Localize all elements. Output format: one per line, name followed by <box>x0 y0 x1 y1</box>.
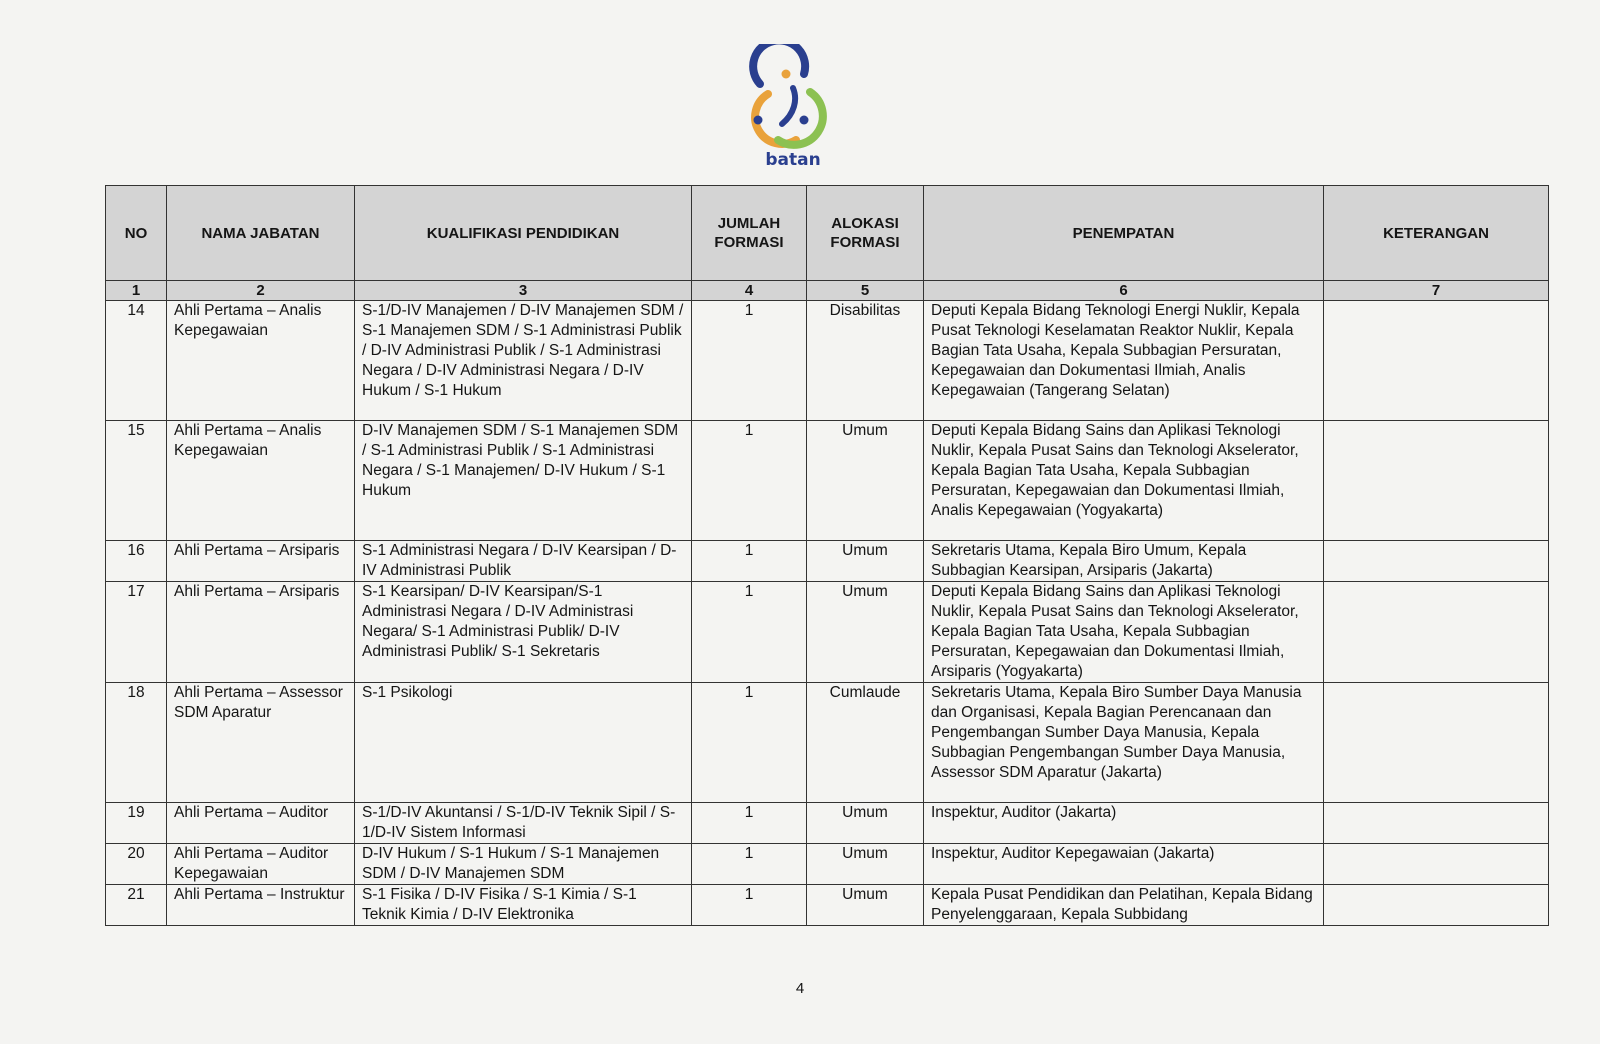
cell-kualifikasi: S-1 Administrasi Negara / D-IV Kearsipan / D-IV Administrasi Publik <box>355 541 692 582</box>
formasi-table <box>105 185 1549 926</box>
cell-nama-jabatan: Ahli Pertama – Instruktur <box>167 885 355 926</box>
batan-logo-mark <box>738 44 848 152</box>
cell-nama-jabatan: Ahli Pertama – Auditor <box>167 803 355 844</box>
column-header-alokasi: ALOKASI FORMASI <box>807 186 924 281</box>
cell-jumlah: 1 <box>692 803 807 844</box>
cell-jumlah: 1 <box>692 885 807 926</box>
cell-kualifikasi: D-IV Hukum / S-1 Hukum / S-1 Manajemen SDM / D-IV Manajemen SDM <box>355 844 692 885</box>
table-row <box>106 541 1549 582</box>
cell-penempatan: Deputi Kepala Bidang Sains dan Aplikasi Teknologi Nuklir, Kepala Pusat Sains dan Teknologi Akselerator, Kepala Bagian Tata Usaha, Kepala Subbagian Persuratan, Kepegawaian dan Dokumentasi Ilmiah, Arsiparis (Yogyakarta) <box>924 582 1324 683</box>
cell-alokasi: Umum <box>807 885 924 926</box>
cell-keterangan <box>1324 301 1549 421</box>
table-row <box>106 683 1549 803</box>
cell-no: 20 <box>106 844 167 885</box>
table-row <box>106 844 1549 885</box>
batan-logo <box>738 44 848 174</box>
cell-penempatan: Inspektur, Auditor (Jakarta) <box>924 803 1324 844</box>
table-header-row <box>106 186 1549 281</box>
cell-kualifikasi: S-1/D-IV Akuntansi / S-1/D-IV Teknik Sipil / S-1/D-IV Sistem Informasi <box>355 803 692 844</box>
cell-alokasi: Umum <box>807 844 924 885</box>
cell-alokasi: Umum <box>807 803 924 844</box>
cell-alokasi: Cumlaude <box>807 683 924 803</box>
column-number: 4 <box>692 281 807 301</box>
table-row <box>106 301 1549 421</box>
column-header-jumlah: JUMLAH FORMASI <box>692 186 807 281</box>
table-row <box>106 803 1549 844</box>
cell-penempatan: Sekretaris Utama, Kepala Biro Umum, Kepala Subbagian Kearsipan, Arsiparis (Jakarta) <box>924 541 1324 582</box>
logo-text: batan <box>765 150 821 170</box>
cell-penempatan: Deputi Kepala Bidang Teknologi Energi Nuklir, Kepala Pusat Teknologi Keselamatan Reaktor Nuklir, Kepala Bagian Tata Usaha, Kepala Subbagian Persuratan, Kepegawaian dan Dokumentasi Ilmiah, Analis Kepegawaian (Tangerang Selatan) <box>924 301 1324 421</box>
table-row <box>106 421 1549 541</box>
cell-no: 14 <box>106 301 167 421</box>
cell-jumlah: 1 <box>692 582 807 683</box>
column-number: 1 <box>106 281 167 301</box>
column-number: 6 <box>924 281 1324 301</box>
cell-keterangan <box>1324 582 1549 683</box>
cell-nama-jabatan: Ahli Pertama – Auditor Kepegawaian <box>167 844 355 885</box>
cell-jumlah: 1 <box>692 421 807 541</box>
cell-nama-jabatan: Ahli Pertama – Analis Kepegawaian <box>167 301 355 421</box>
cell-jumlah: 1 <box>692 683 807 803</box>
column-header-kualifikasi: KUALIFIKASI PENDIDIKAN <box>355 186 692 281</box>
cell-jumlah: 1 <box>692 301 807 421</box>
column-header-penempatan: PENEMPATAN <box>924 186 1324 281</box>
column-header-keterangan: KETERANGAN <box>1324 186 1549 281</box>
page-number: 4 <box>795 980 805 997</box>
cell-alokasi: Umum <box>807 421 924 541</box>
cell-penempatan: Inspektur, Auditor Kepegawaian (Jakarta) <box>924 844 1324 885</box>
cell-kualifikasi: S-1/D-IV Manajemen / D-IV Manajemen SDM / S-1 Manajemen SDM / S-1 Administrasi Publik / D-IV Administrasi Publik / S-1 Administrasi Negara / D-IV Administrasi Negara / D-IV Hukum / S-1 Hukum <box>355 301 692 421</box>
cell-keterangan <box>1324 803 1549 844</box>
table-row <box>106 885 1549 926</box>
cell-no: 18 <box>106 683 167 803</box>
cell-keterangan <box>1324 541 1549 582</box>
cell-nama-jabatan: Ahli Pertama – Arsiparis <box>167 582 355 683</box>
column-number: 3 <box>355 281 692 301</box>
cell-no: 16 <box>106 541 167 582</box>
table-row <box>106 582 1549 683</box>
cell-no: 17 <box>106 582 167 683</box>
cell-nama-jabatan: Ahli Pertama – Analis Kepegawaian <box>167 421 355 541</box>
cell-keterangan <box>1324 885 1549 926</box>
cell-kualifikasi: S-1 Fisika / D-IV Fisika / S-1 Kimia / S-1 Teknik Kimia / D-IV Elektronika <box>355 885 692 926</box>
cell-nama-jabatan: Ahli Pertama – Arsiparis <box>167 541 355 582</box>
cell-no: 21 <box>106 885 167 926</box>
cell-kualifikasi: D-IV Manajemen SDM / S-1 Manajemen SDM / S-1 Administrasi Publik / S-1 Administrasi Negara / S-1 Manajemen/ D-IV Hukum / S-1 Hukum <box>355 421 692 541</box>
cell-penempatan: Deputi Kepala Bidang Sains dan Aplikasi Teknologi Nuklir, Kepala Pusat Sains dan Teknologi Akselerator, Kepala Bagian Tata Usaha, Kepala Subbagian Persuratan, Kepegawaian dan Dokumentasi Ilmiah, Analis Kepegawaian (Yogyakarta) <box>924 421 1324 541</box>
cell-alokasi: Umum <box>807 541 924 582</box>
cell-no: 19 <box>106 803 167 844</box>
cell-jumlah: 1 <box>692 541 807 582</box>
column-number-row <box>106 281 1549 301</box>
column-number: 2 <box>167 281 355 301</box>
cell-no: 15 <box>106 421 167 541</box>
cell-penempatan: Sekretaris Utama, Kepala Biro Sumber Daya Manusia dan Organisasi, Kepala Bagian Perencanaan dan Pengembangan Sumber Daya Manusia, Kepala Subbagian Pengembangan Sumber Daya Manusia, Assessor SDM Aparatur (Jakarta) <box>924 683 1324 803</box>
column-number: 5 <box>807 281 924 301</box>
cell-alokasi: Umum <box>807 582 924 683</box>
cell-nama-jabatan: Ahli Pertama – Assessor SDM Aparatur <box>167 683 355 803</box>
cell-jumlah: 1 <box>692 844 807 885</box>
cell-alokasi: Disabilitas <box>807 301 924 421</box>
cell-kualifikasi: S-1 Psikologi <box>355 683 692 803</box>
cell-kualifikasi: S-1 Kearsipan/ D-IV Kearsipan/S-1 Administrasi Negara / D-IV Administrasi Negara/ S-1 Administrasi Publik/ D-IV Administrasi Publik/ S-1 Sekretaris <box>355 582 692 683</box>
cell-penempatan: Kepala Pusat Pendidikan dan Pelatihan, Kepala Bidang Penyelenggaraan, Kepala Subbidang <box>924 885 1324 926</box>
cell-keterangan <box>1324 421 1549 541</box>
column-header-nama-jabatan: NAMA JABATAN <box>167 186 355 281</box>
column-header-no: NO <box>106 186 167 281</box>
cell-keterangan <box>1324 844 1549 885</box>
column-number: 7 <box>1324 281 1549 301</box>
cell-keterangan <box>1324 683 1549 803</box>
